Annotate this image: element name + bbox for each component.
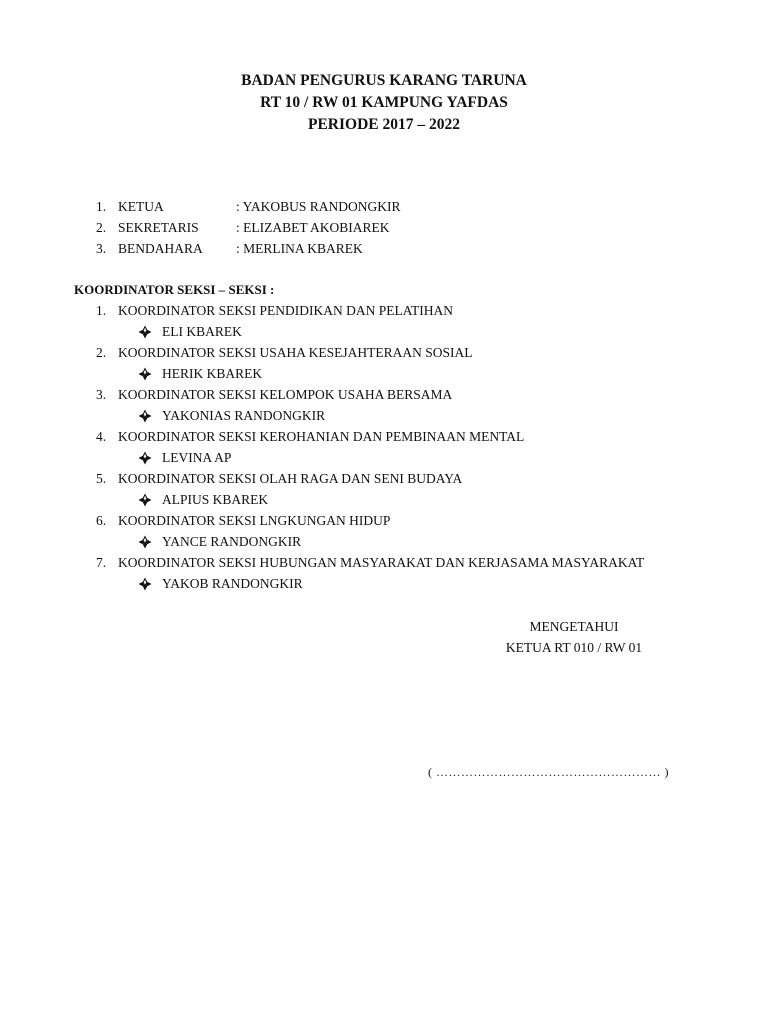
section-row [96, 342, 644, 363]
section-row [96, 300, 644, 321]
section-number: 5. [96, 471, 107, 486]
document-title [0, 70, 768, 136]
section-member: ALPIUS KBAREK [162, 492, 269, 507]
title-line-period: PERIODE 2017 – 2022 [308, 116, 460, 133]
section-member: ELI KBAREK [162, 324, 242, 339]
section-member-row [96, 573, 644, 594]
officer-role: KETUA [118, 199, 164, 214]
section-member: LEVINA AP [162, 450, 232, 465]
officer-row [96, 238, 401, 259]
diamond-bullet-icon [138, 493, 152, 507]
diamond-bullet-icon [138, 325, 152, 339]
officers-list [96, 196, 401, 259]
sections-list [96, 300, 644, 594]
section-title: KOORDINATOR SEKSI LNGKUNGAN HIDUP [118, 513, 391, 528]
section-row [96, 384, 644, 405]
officer-number: 2. [96, 220, 107, 235]
signature-position-label: KETUA RT 010 / RW 01 [505, 640, 643, 655]
signature-name-placeholder: ( ……………………………………………… ) [428, 765, 669, 779]
officer-number: 1. [96, 199, 107, 214]
section-title: KOORDINATOR SEKSI OLAH RAGA DAN SENI BUDAYA [118, 471, 463, 486]
section-number: 2. [96, 345, 107, 360]
title-line-location: RT 10 / RW 01 KAMPUNG YAFDAS [260, 94, 508, 111]
section-number: 6. [96, 513, 107, 528]
section-title: KOORDINATOR SEKSI USAHA KESEJAHTERAAN SOSIAL [118, 345, 473, 360]
officer-role: BENDAHARA [118, 241, 203, 256]
section-member-row [96, 531, 644, 552]
officer-name: : MERLINA KBAREK [236, 241, 363, 256]
section-member-row [96, 447, 644, 468]
section-title: KOORDINATOR SEKSI HUBUNGAN MASYARAKAT DAN KERJASAMA MASYARAKAT [118, 555, 645, 570]
section-row [96, 552, 644, 573]
diamond-bullet-icon [138, 577, 152, 591]
diamond-bullet-icon [138, 367, 152, 381]
diamond-bullet-icon [138, 535, 152, 549]
title-line-organization: BADAN PENGURUS KARANG TARUNA [241, 72, 527, 89]
sections-heading: KOORDINATOR SEKSI – SEKSI : [74, 282, 275, 297]
section-title: KOORDINATOR SEKSI KELOMPOK USAHA BERSAMA [118, 387, 453, 402]
section-number: 1. [96, 303, 107, 318]
section-member: HERIK KBAREK [162, 366, 263, 381]
section-member-row [96, 363, 644, 384]
section-row [96, 510, 644, 531]
section-member-row [96, 321, 644, 342]
signature-acknowledged-label: MENGETAHUI [529, 619, 619, 634]
section-number: 4. [96, 429, 107, 444]
section-member: YAKOB RANDONGKIR [162, 576, 303, 591]
officer-name: : YAKOBUS RANDONGKIR [236, 199, 401, 214]
officer-name: : ELIZABET AKOBIAREK [236, 220, 390, 235]
section-title: KOORDINATOR SEKSI PENDIDIKAN DAN PELATIHAN [118, 303, 453, 318]
section-row [96, 426, 644, 447]
section-row [96, 468, 644, 489]
section-member: YANCE RANDONGKIR [162, 534, 302, 549]
officer-row [96, 217, 401, 238]
officer-row [96, 196, 401, 217]
diamond-bullet-icon [138, 409, 152, 423]
diamond-bullet-icon [138, 451, 152, 465]
officer-number: 3. [96, 241, 107, 256]
section-number: 3. [96, 387, 107, 402]
section-title: KOORDINATOR SEKSI KEROHANIAN DAN PEMBINAAN MENTAL [118, 429, 525, 444]
section-member-row [96, 489, 644, 510]
signature-block [474, 616, 674, 658]
section-member-row [96, 405, 644, 426]
section-member: YAKONIAS RANDONGKIR [162, 408, 326, 423]
section-number: 7. [96, 555, 107, 570]
officer-role: SEKRETARIS [118, 220, 199, 235]
